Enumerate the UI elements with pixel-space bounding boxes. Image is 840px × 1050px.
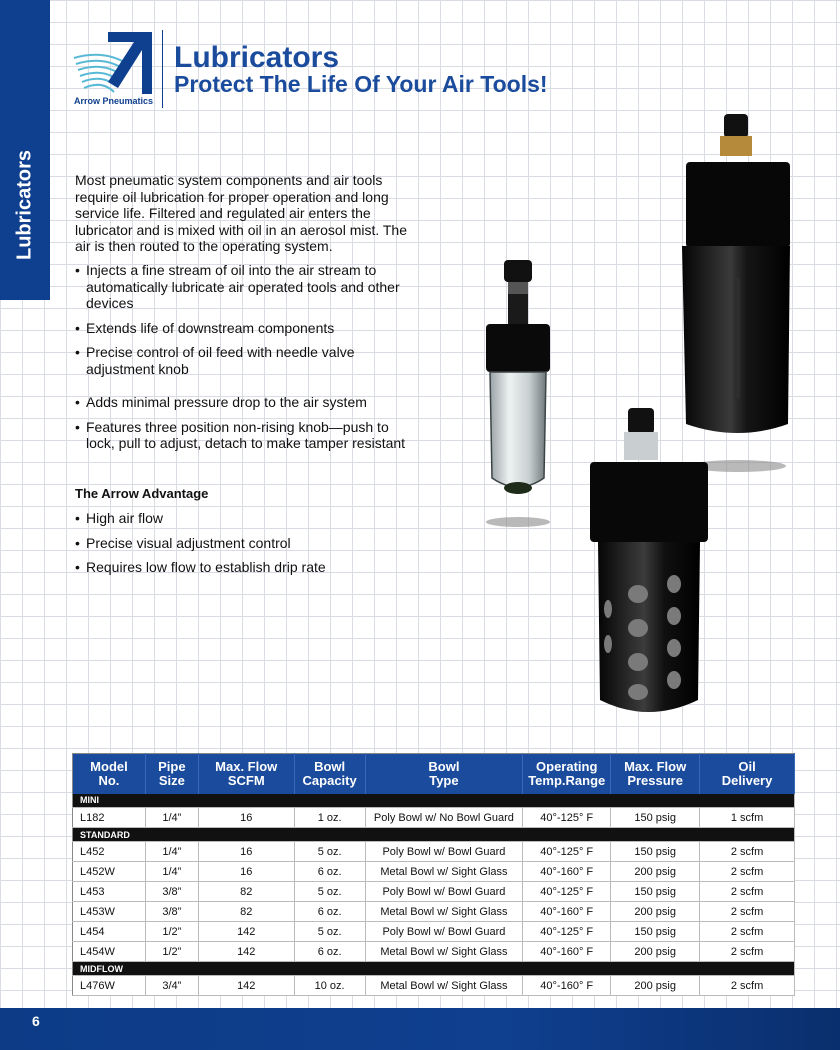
feature-item: • Adds minimal pressure drop to the air system	[75, 394, 420, 411]
column-header-line: Max. Flow	[624, 758, 687, 774]
table-row	[73, 976, 795, 996]
table-cell: Poly Bowl w/ Bowl Guard	[365, 842, 523, 862]
table-row	[73, 942, 795, 962]
column-header-line: Pipe	[158, 758, 186, 774]
table-cell: L454W	[73, 942, 146, 962]
table-cell: Metal Bowl w/ Sight Glass	[365, 942, 523, 962]
table-cell: Poly Bowl w/ Bowl Guard	[365, 922, 523, 942]
table-cell: L452	[73, 842, 146, 862]
column-header-line: SCFM	[227, 772, 265, 788]
column-header-line: Temp.Range	[528, 772, 606, 788]
table-cell: 1/4”	[145, 842, 198, 862]
table-cell: 142	[198, 922, 294, 942]
table-cell: 2 scfm	[700, 942, 795, 962]
table-cell: 1/2”	[145, 922, 198, 942]
table-cell: 40°-125° F	[523, 922, 611, 942]
feature-item: • Precise control of oil feed with needle valve adjustment knob	[75, 344, 420, 377]
column-header	[198, 754, 294, 794]
column-header	[523, 754, 611, 794]
table-cell: 200 psig	[611, 976, 700, 996]
table-cell: 40°-125° F	[523, 808, 611, 828]
feature-item: • Extends life of downstream components	[75, 320, 420, 337]
column-header-line: Oil	[738, 758, 756, 774]
table-header-row	[73, 754, 795, 794]
table-cell: L476W	[73, 976, 146, 996]
table-cell: 3/4”	[145, 976, 198, 996]
side-tab-label: Lubricators	[13, 149, 36, 261]
table-cell: 150 psig	[611, 922, 700, 942]
column-header	[611, 754, 700, 794]
table-cell: 2 scfm	[700, 882, 795, 902]
page-number: 6	[32, 1013, 40, 1029]
table-group-row	[73, 794, 795, 808]
table-cell: 40°-125° F	[523, 842, 611, 862]
column-header-line: Pressure	[627, 772, 683, 788]
table-cell: 82	[198, 882, 294, 902]
advantage-item: • Requires low flow to establish drip rate	[75, 559, 420, 576]
table-cell: Poly Bowl w/ Bowl Guard	[365, 882, 523, 902]
table-cell: 150 psig	[611, 808, 700, 828]
table-cell: 40°-160° F	[523, 976, 611, 996]
table-cell: Metal Bowl w/ Sight Glass	[365, 902, 523, 922]
feature-item: • Injects a fine stream of oil into the air stream to automatically lubricate air operated tools and other devices	[75, 262, 420, 312]
group-label: MINI	[73, 794, 795, 808]
table-cell: 1/4”	[145, 808, 198, 828]
table-cell: Metal Bowl w/ Sight Glass	[365, 862, 523, 882]
table-cell: 6 oz.	[294, 902, 365, 922]
column-header	[365, 754, 523, 794]
table-cell: 40°-160° F	[523, 862, 611, 882]
table-cell: 40°-160° F	[523, 942, 611, 962]
table-cell: 200 psig	[611, 862, 700, 882]
table-cell: 5 oz.	[294, 922, 365, 942]
table-cell: 1 oz.	[294, 808, 365, 828]
table-cell: 142	[198, 942, 294, 962]
table-cell: 2 scfm	[700, 842, 795, 862]
table-row	[73, 902, 795, 922]
column-header-line: Operating	[536, 758, 598, 774]
page-subtitle: Protect The Life Of Your Air Tools!	[174, 71, 548, 97]
advantage-heading: The Arrow Advantage	[75, 486, 209, 501]
table-cell: 150 psig	[611, 882, 700, 902]
column-header	[73, 754, 146, 794]
table-cell: 1/4”	[145, 862, 198, 882]
table-row	[73, 842, 795, 862]
column-header	[700, 754, 795, 794]
table-cell: L452W	[73, 862, 146, 882]
table-row	[73, 808, 795, 828]
table-cell: 1/2”	[145, 942, 198, 962]
table-group-row	[73, 962, 795, 976]
table-group-row	[73, 828, 795, 842]
feature-list	[75, 262, 420, 452]
table-row	[73, 922, 795, 942]
column-header-line: Type	[429, 772, 459, 788]
table-cell: 3/8”	[145, 902, 198, 922]
column-header-line: Delivery	[721, 772, 773, 788]
footer-bar	[0, 1008, 840, 1050]
table-cell: 6 oz.	[294, 862, 365, 882]
table-cell: 200 psig	[611, 942, 700, 962]
table-cell: 1 scfm	[700, 808, 795, 828]
table-cell: 200 psig	[611, 902, 700, 922]
table-cell: 10 oz.	[294, 976, 365, 996]
table-cell: 3/8”	[145, 882, 198, 902]
advantage-item: • High air flow	[75, 510, 420, 527]
column-header-line: Model	[90, 758, 128, 774]
metal-bowl-lubricator-image	[586, 404, 712, 724]
feature-item: • Features three position non-rising knob—push to lock, pull to adjust, detach to make tamper resistant	[75, 419, 420, 452]
table-cell: L182	[73, 808, 146, 828]
table-cell: 5 oz.	[294, 882, 365, 902]
table-cell: 40°-125° F	[523, 882, 611, 902]
column-header-line: Bowl	[428, 758, 460, 774]
advantage-list	[75, 510, 420, 576]
column-header-line: No.	[98, 772, 120, 788]
brand-name: Arrow Pneumatics	[74, 96, 154, 106]
header-divider	[162, 30, 163, 108]
table-cell: 16	[198, 842, 294, 862]
table-cell: L453W	[73, 902, 146, 922]
table-cell: Poly Bowl w/ No Bowl Guard	[365, 808, 523, 828]
table-cell: 2 scfm	[700, 976, 795, 996]
table-row	[73, 882, 795, 902]
table-cell: Metal Bowl w/ Sight Glass	[365, 976, 523, 996]
table-cell: 150 psig	[611, 842, 700, 862]
table-cell: L454	[73, 922, 146, 942]
table-cell: 5 oz.	[294, 842, 365, 862]
table-cell: 6 oz.	[294, 942, 365, 962]
table-cell: 2 scfm	[700, 922, 795, 942]
column-header-line: Max. Flow	[215, 758, 278, 774]
column-header-line: Bowl	[314, 758, 346, 774]
column-header	[145, 754, 198, 794]
side-section-tab	[0, 0, 50, 300]
advantage-item: • Precise visual adjustment control	[75, 535, 420, 552]
column-header-line: Capacity	[302, 772, 357, 788]
table-cell: 2 scfm	[700, 902, 795, 922]
table-cell: 16	[198, 862, 294, 882]
intro-paragraph: Most pneumatic system components and air tools require oil lubrication for proper operation and long service life. Filtered and regulated air enters the lubricator and is mixed with oil in an aerosol mist. The air is then routed to the operating system.	[75, 172, 408, 254]
table-cell: 2 scfm	[700, 862, 795, 882]
table-cell: L453	[73, 882, 146, 902]
group-label: STANDARD	[73, 828, 795, 842]
mini-lubricator-image	[478, 256, 558, 536]
table-row	[73, 862, 795, 882]
table-cell: 142	[198, 976, 294, 996]
table-cell: 82	[198, 902, 294, 922]
table-cell: 40°-160° F	[523, 902, 611, 922]
table-cell: 16	[198, 808, 294, 828]
column-header	[294, 754, 365, 794]
page-title: Lubricators	[174, 41, 340, 74]
specifications-table	[72, 753, 795, 996]
group-label: MIDFLOW	[73, 962, 795, 976]
column-header-line: Size	[158, 772, 185, 788]
